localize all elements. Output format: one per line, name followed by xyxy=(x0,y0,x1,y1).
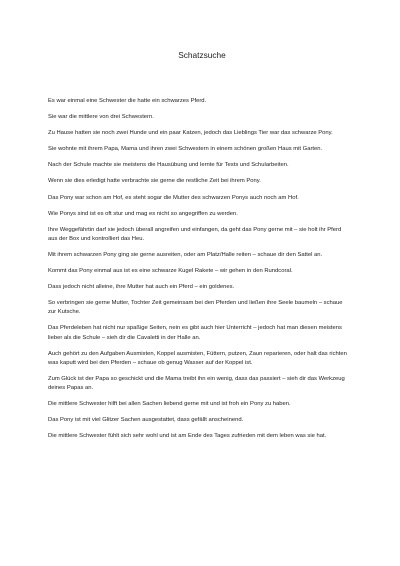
paragraph: Das Pony ist mit viel Glitzer Sachen ausgestattet, dass gefällt anscheinend. xyxy=(48,417,244,424)
paragraph: Kommt das Pony einmal aus ist es eine schwarze Kugel Rakete – wir gehen in den Rundcoral. xyxy=(48,268,293,275)
paragraph: Auch gehört zu den Aufgaben Ausmisten, Koppel ausmisten, Füttern, putzen, Zaun reparieren, oder halt das richten was kaputt wird bei den Pferden – schaue ob genug Wasser auf der Koppel ist. xyxy=(48,350,347,366)
paragraph: Nach der Schule machte sie meistens die Hausübung und lernte für Tests und Schularbeiten. xyxy=(48,162,289,169)
paragraph: Wenn sie dies erledigt hatte verbrachte sie gerne die restliche Zeit bei ihrem Pony. xyxy=(48,178,261,185)
paragraph: Sie wohnte mit ihrem Papa, Mama und ihren zwei Schwestern in einem schönen großen Haus mit Garten. xyxy=(48,146,323,153)
paragraph: Die mittlere Schwester hilft bei allen Sachen liebend gerne mit und ist froh ein Pony zu haben. xyxy=(48,400,291,407)
paragraph: Ihre Weggefährtin darf sie jedoch überall angreifen und einfangen, da geht das Pony gerne mit – sie holt ihr Pferd aus der Box und kontrolliert das Heu. xyxy=(48,226,342,242)
paragraph: Sie war die mittlere von drei Schwestern. xyxy=(48,114,154,121)
document-title: Schatzsuche xyxy=(178,50,226,60)
paragraph: Die mittlere Schwester fühlt sich sehr wohl und ist am Ende des Tages zufrieden mit dem leben was sie hat. xyxy=(48,433,327,440)
paragraph: Mit ihrem schwarzen Pony ging sie gerne ausreiten, oder am Platz/Halle reiten – schaue dir den Sattel an. xyxy=(48,251,323,258)
paragraph: So verbringen sie gerne Mutter, Tochter Zeit gemeinsam bei den Pferden und ließen ihre Seele baumeln – schaue zur Kutsche. xyxy=(48,300,343,316)
paragraph: Es war einmal eine Schwester die hatte ein schwarzes Pferd. xyxy=(48,98,207,104)
paragraph: Das Pferdeleben hat nicht nur spaßige Seiten, nein es gibt auch hier Unterricht – jedoch hat man diesen meistens lieber als die Schule – sieh dir die Cavaletti in der Halle an. xyxy=(48,325,342,341)
paragraph: Wie Ponys sind ist es oft stur und mag es nicht so angegriffen zu werden. xyxy=(48,210,238,217)
paragraph: Zum Glück ist der Papa so geschickt und die Mama treibt ihn ein wenig, dass das passiert – sieh dir das Werkzeug deines Papas an. xyxy=(48,375,345,391)
paragraph: Zu Hause hatten sie noch zwei Hunde und ein paar Katzen, jedoch das Lieblings Tier war das schwarze Pony. xyxy=(48,130,333,137)
paragraph: Dass jedoch nicht alleine, ihre Mutter hat auch ein Pferd – ein goldenes. xyxy=(48,284,235,291)
paragraph: Das Pony war schon am Hof, es steht sogar die Mutter des schwarzen Ponys auch noch am Hof. xyxy=(48,194,299,201)
